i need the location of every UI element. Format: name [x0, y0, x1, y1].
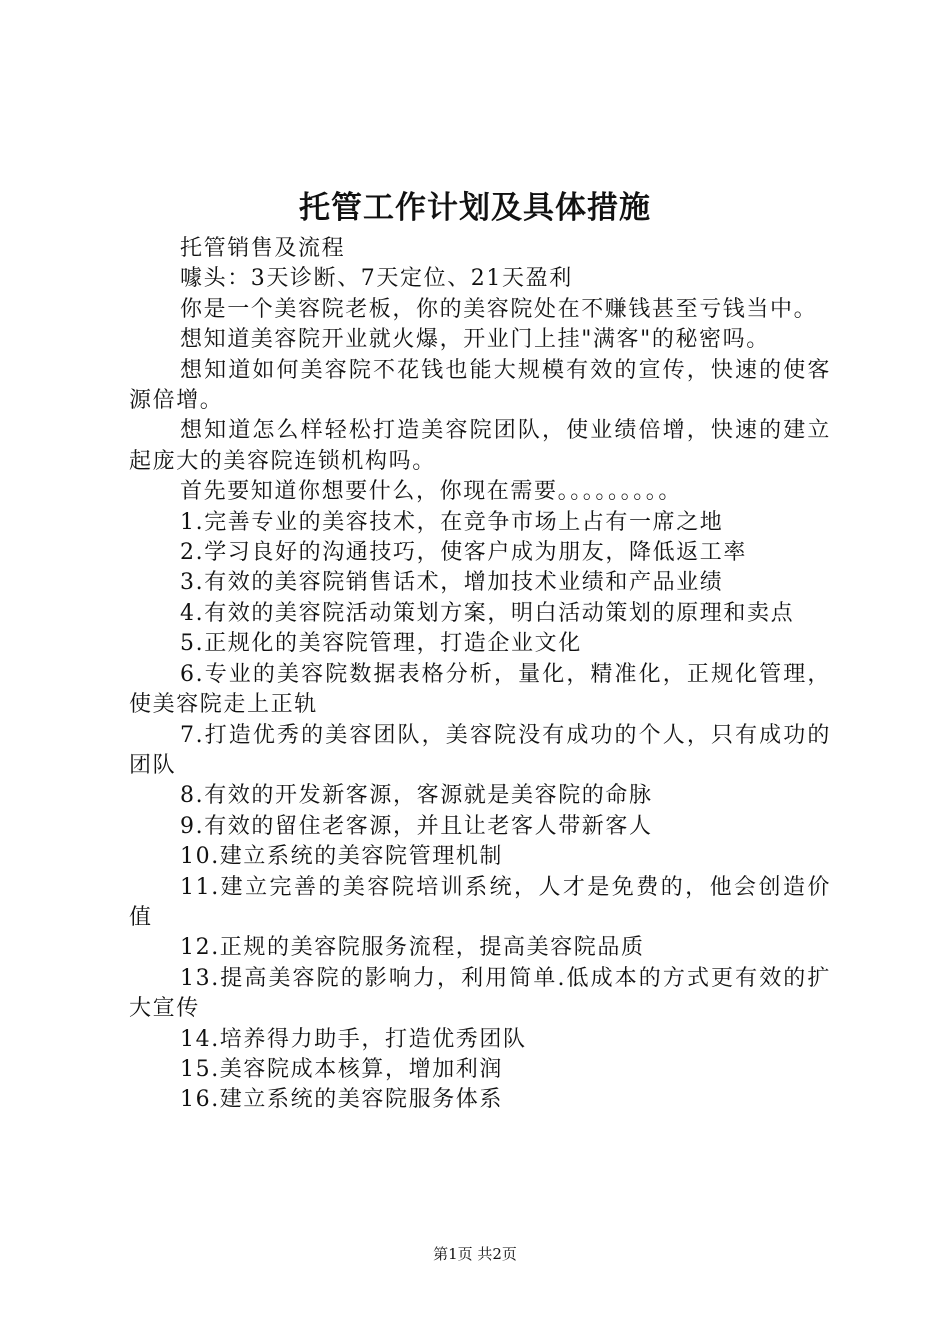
document-body: [129, 234, 831, 1116]
list-item: 4.有效的美容院活动策划方案，明白活动策划的原理和卖点: [180, 600, 795, 626]
list-item: 12.正规的美容院服务流程，提高美容院品质: [180, 935, 645, 961]
list-item: 3.有效的美容院销售话术，增加技术业绩和产品业绩: [180, 570, 724, 596]
paragraph: 想知道美容院开业就火爆，开业门上挂"满客"的秘密吗。: [180, 327, 770, 353]
list-item: 15.美容院成本核算，增加利润: [180, 1056, 503, 1082]
paragraph: 想知道怎么样轻松打造美容院团队，使业绩倍增，快速的建立起庞大的美容院连锁机构吗。: [129, 418, 831, 474]
paragraph: 噱头：3天诊断、7天定位、21天盈利: [180, 266, 573, 292]
list-item: 5.正规化的美容院管理，打造企业文化: [180, 631, 582, 657]
list-item: 1.完善专业的美容技术，在竞争市场上占有一席之地: [180, 509, 724, 535]
list-item: 11.建立完善的美容院培训系统，人才是免费的，他会创造价值: [129, 874, 831, 930]
list-item: 8.有效的开发新客源，客源就是美容院的命脉: [180, 783, 653, 809]
page-footer: 第1页 共2页: [433, 1245, 517, 1263]
document-title: 托管工作计划及具体措施: [299, 190, 651, 226]
list-item: 2.学习良好的沟通技巧，使客户成为朋友，降低返工率: [180, 540, 747, 566]
list-item: 14.培养得力助手，打造优秀团队: [180, 1026, 527, 1052]
list-item: 9.有效的留住老客源，并且让老客人带新客人: [180, 813, 653, 839]
paragraph: 托管销售及流程: [180, 236, 346, 261]
list-item: 16.建立系统的美容院服务体系: [180, 1087, 503, 1113]
paragraph: 首先要知道你想要什么，你现在需要。。。。。。。。。: [180, 479, 683, 505]
list-item: 7.打造优秀的美容团队，美容院没有成功的个人，只有成功的团队: [129, 722, 831, 778]
list-item: 6.专业的美容院数据表格分析，量化，精准化，正规化管理，使美容院走上正轨: [129, 661, 831, 718]
paragraph: 想知道如何美容院不花钱也能大规模有效的宣传，快速的使客源倍增。: [129, 357, 831, 414]
list-item: 10.建立系统的美容院管理机制: [180, 844, 503, 870]
list-item: 13.提高美容院的影响力，利用简单.低成本的方式更有效的扩大宣传: [129, 965, 831, 1022]
paragraph: 你是一个美容院老板，你的美容院处在不赚钱甚至亏钱当中。: [180, 296, 818, 322]
